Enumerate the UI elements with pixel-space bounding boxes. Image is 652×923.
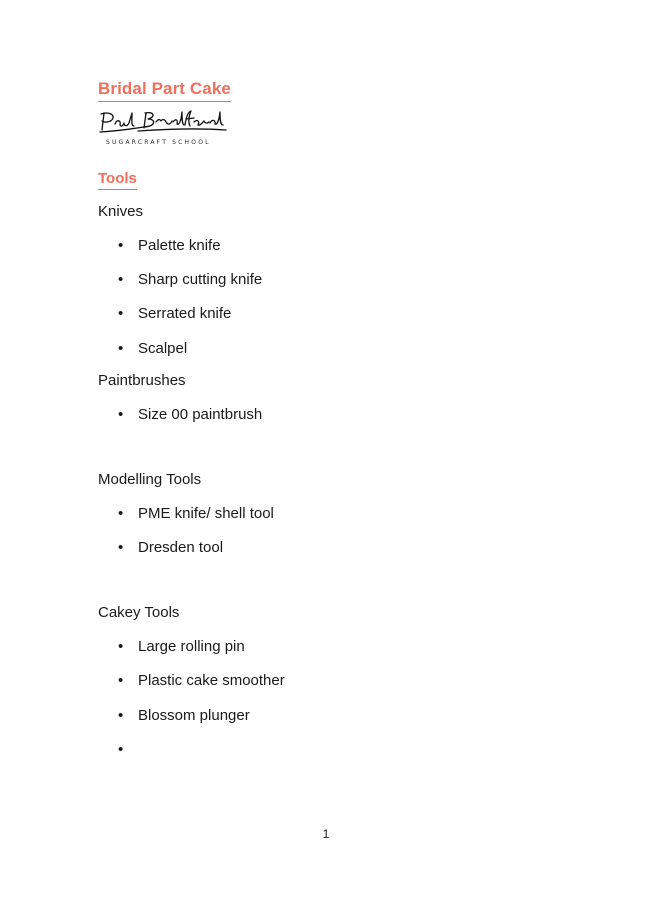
list-item bbox=[118, 740, 138, 760]
list-item bbox=[118, 637, 245, 657]
bullet-icon: • bbox=[118, 539, 124, 556]
list-item bbox=[118, 236, 221, 256]
bullet-icon: • bbox=[118, 406, 124, 423]
list-item bbox=[118, 270, 262, 290]
list-item bbox=[118, 671, 285, 691]
list-item bbox=[118, 405, 262, 425]
list-item bbox=[118, 538, 223, 558]
bullet-icon: • bbox=[118, 237, 124, 254]
list-item-text: Blossom plunger bbox=[138, 707, 250, 724]
section-heading-tools: Tools bbox=[98, 169, 137, 190]
document-title: Bridal Part Cake bbox=[98, 78, 231, 102]
list-item bbox=[118, 504, 274, 524]
bullet-icon: • bbox=[118, 672, 124, 689]
group-label-paintbrushes: Paintbrushes bbox=[98, 372, 186, 389]
bullet-icon: • bbox=[118, 271, 124, 288]
list-item-text: Dresden tool bbox=[138, 539, 224, 556]
list-item-text: Serrated knife bbox=[138, 305, 232, 322]
bullet-icon: • bbox=[118, 707, 124, 724]
list-item-text: Sharp cutting knife bbox=[138, 271, 263, 288]
list-item-text: Large rolling pin bbox=[138, 638, 245, 655]
group-label-cakey-tools: Cakey Tools bbox=[98, 604, 180, 621]
group-label-modelling-tools: Modelling Tools bbox=[98, 471, 202, 488]
list-item bbox=[118, 706, 250, 726]
bullet-icon: • bbox=[118, 305, 124, 322]
list-item bbox=[118, 304, 231, 324]
list-item-text: Plastic cake smoother bbox=[138, 672, 285, 689]
list-item-text: Size 00 paintbrush bbox=[138, 406, 263, 423]
list-item-text: Palette knife bbox=[138, 237, 221, 254]
list-item bbox=[118, 339, 187, 359]
list-item-text: Scalpel bbox=[138, 340, 188, 357]
page-number: 1 bbox=[322, 827, 330, 841]
logo-subtitle: SUGARCRAFT SCHOOL bbox=[106, 139, 211, 146]
group-label-knives: Knives bbox=[98, 203, 144, 220]
bullet-icon: • bbox=[118, 505, 124, 522]
bullet-icon: • bbox=[118, 340, 124, 357]
list-item-text: PME knife/ shell tool bbox=[138, 505, 274, 522]
bullet-icon: • bbox=[118, 741, 124, 758]
bullet-icon: • bbox=[118, 638, 124, 655]
